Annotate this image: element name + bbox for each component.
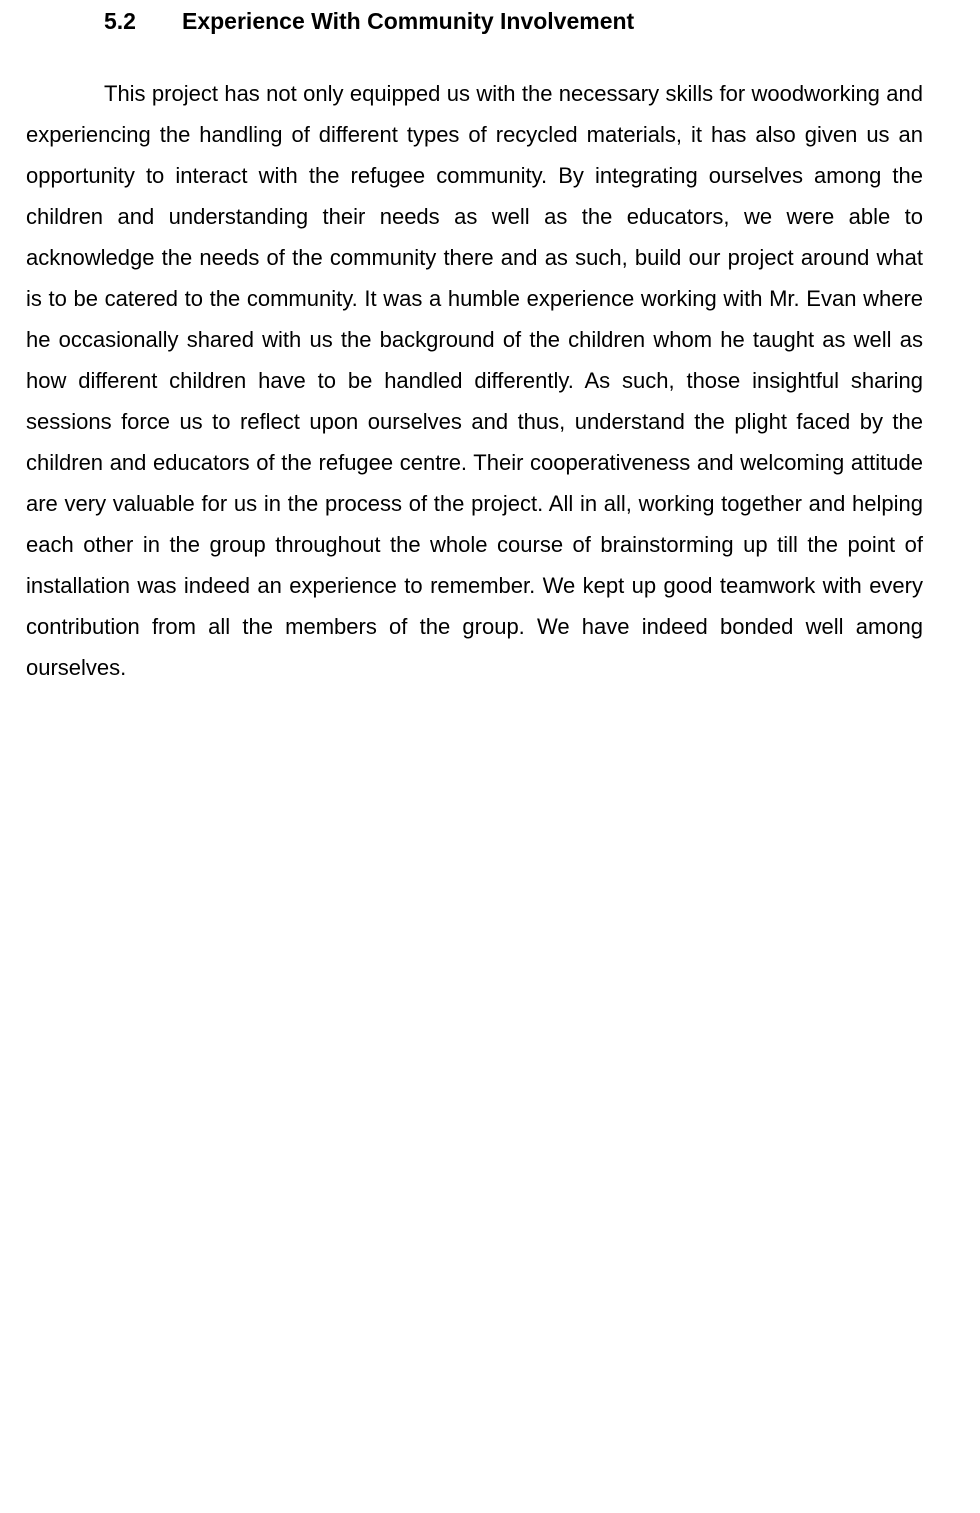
section-number: 5.2 bbox=[104, 8, 136, 34]
section-title: Experience With Community Involvement bbox=[182, 8, 635, 34]
section-heading bbox=[104, 6, 634, 36]
body-paragraph: This project has not only equipped us with the necessary skills for woodworking and experiencing the handling of different types of recycled materials, it has also given us an opportunity to interact with the refugee community. By integrating ourselves among the children and understanding their needs as well as the educators, we were able to acknowledge the needs of the community there and as such, build our project around what is to be catered to the community. It was a humble experience working with Mr. Evan where he occasionally shared with us the background of the children whom he taught as well as how different children have to be handled differently. As such, those insightful sharing sessions force us to reflect upon ourselves and thus, understand the plight faced by the children and educators of the refugee centre. Their cooperativeness and welcoming attitude are very valuable for us in the process of the project. All in all, working together and helping each other in the group throughout the whole course of brainstorming up till the point of installation was indeed an experience to remember. We kept up good teamwork with every contribution from all the members of the group. We have indeed bonded well among ourselves. bbox=[26, 81, 923, 680]
